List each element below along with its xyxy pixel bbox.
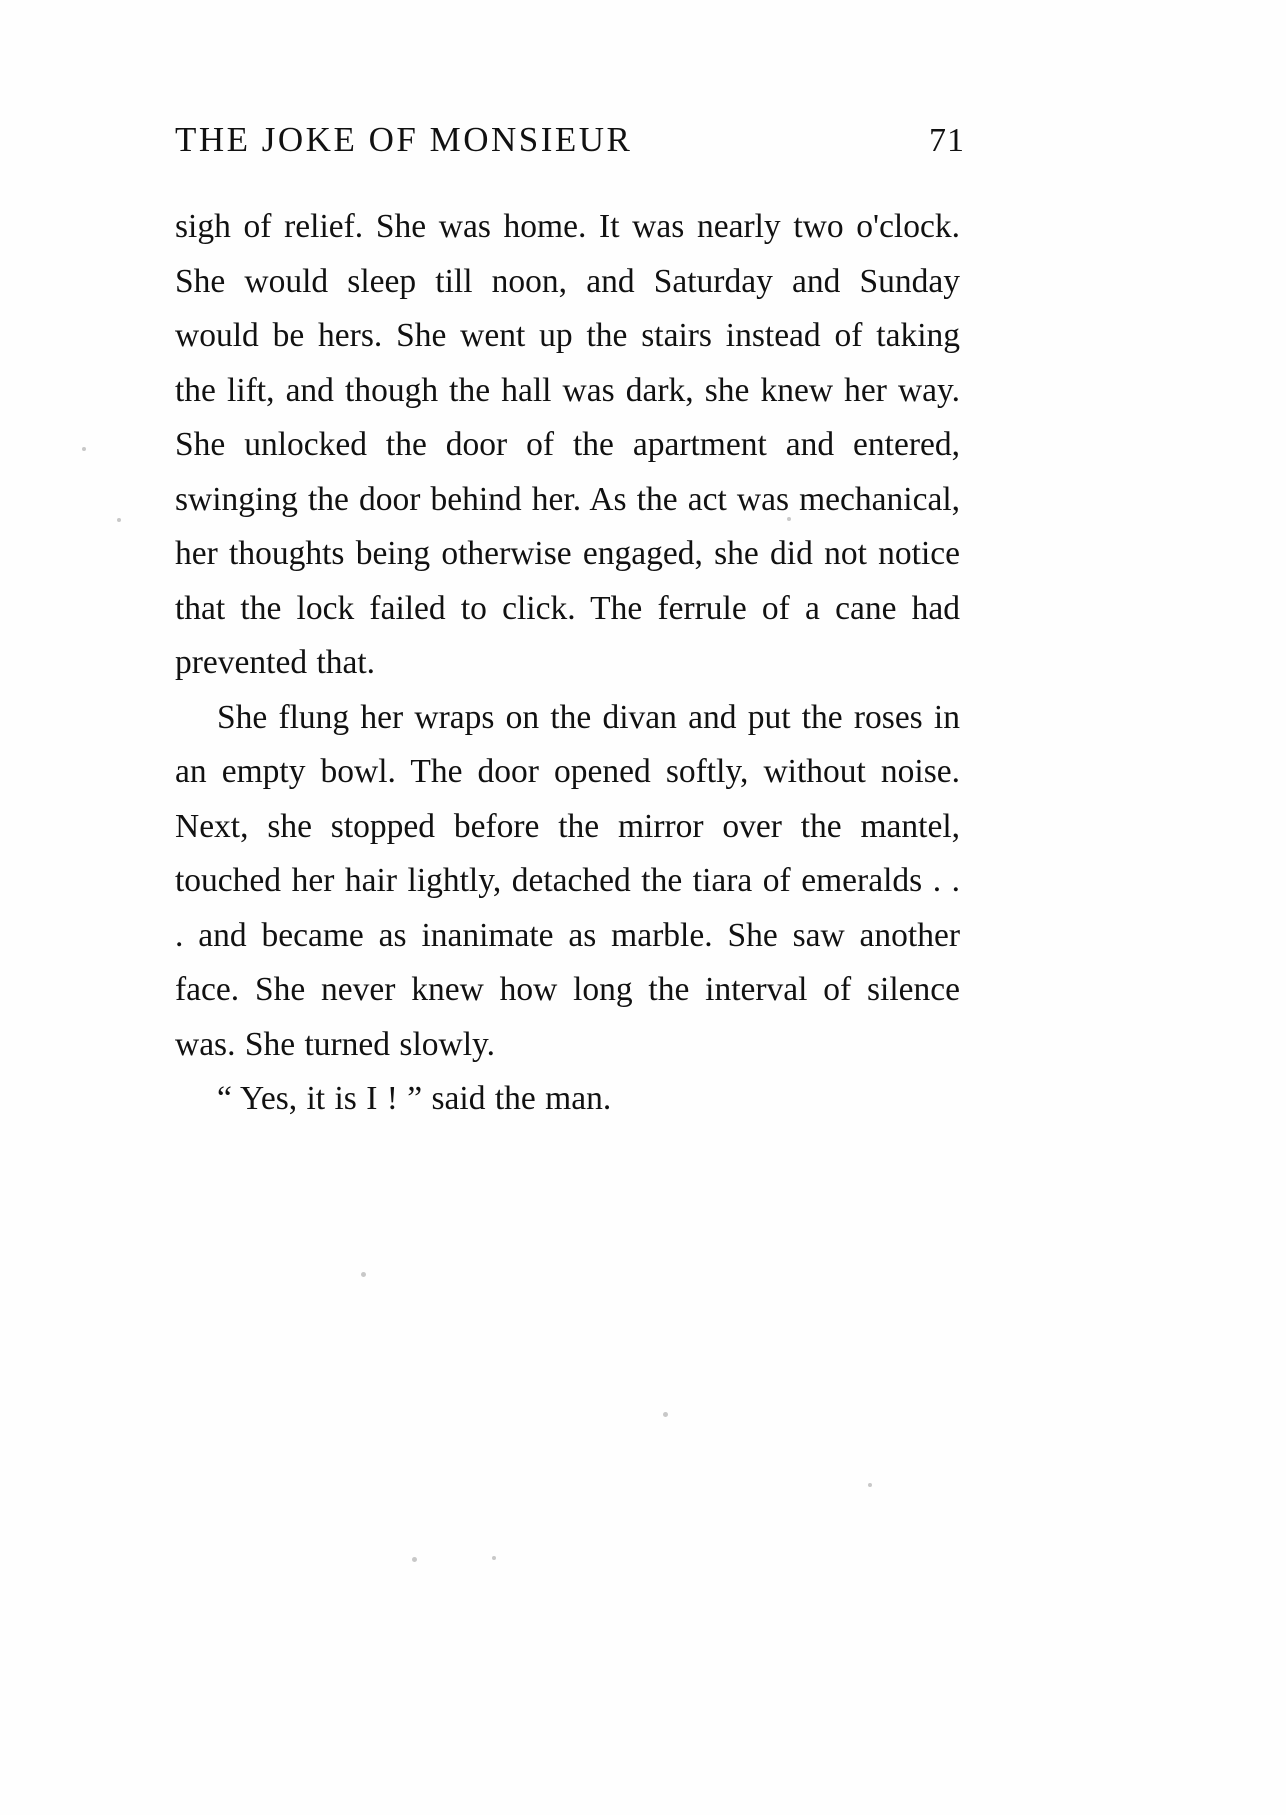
- paragraph: “ Yes, it is I ! ” said the man.: [217, 1080, 612, 1117]
- scan-speck: [117, 518, 121, 522]
- scan-speck: [787, 517, 791, 521]
- paragraph: She flung her wraps on the divan and put the roses in an empty bowl. The door opened softly, without noise. Next, she stopped before the mirror over the mantel, touched her hair lightly, detached the tiara of emeralds . . . and became as inanimate as marble. She saw another face. She never knew how long the interval of silence was. She turned slowly.: [175, 698, 960, 1063]
- body-text: [175, 200, 960, 1127]
- scan-speck: [82, 447, 86, 451]
- scan-speck: [412, 1557, 417, 1562]
- scan-speck: [361, 1272, 366, 1277]
- page-number: 71: [929, 122, 965, 159]
- scan-speck: [492, 1556, 496, 1560]
- scan-speck: [663, 1412, 668, 1417]
- paragraph: sigh of relief. She was home. It was nearly two o'clock. She would sleep till noon, and Saturday and Sunday would be hers. She went up the stairs instead of taking the lift, and though the hall was dark, she knew her way. She unlocked the door of the apartment and entered, swinging the door behind her. As the act was mechanical, her thoughts being otherwise engaged, she did not notice that the lock failed to click. The ferrule of a cane had prevented that.: [175, 208, 960, 681]
- scan-speck: [868, 1483, 872, 1487]
- running-title: THE JOKE OF MONSIEUR: [175, 120, 633, 159]
- page-header: [175, 120, 965, 160]
